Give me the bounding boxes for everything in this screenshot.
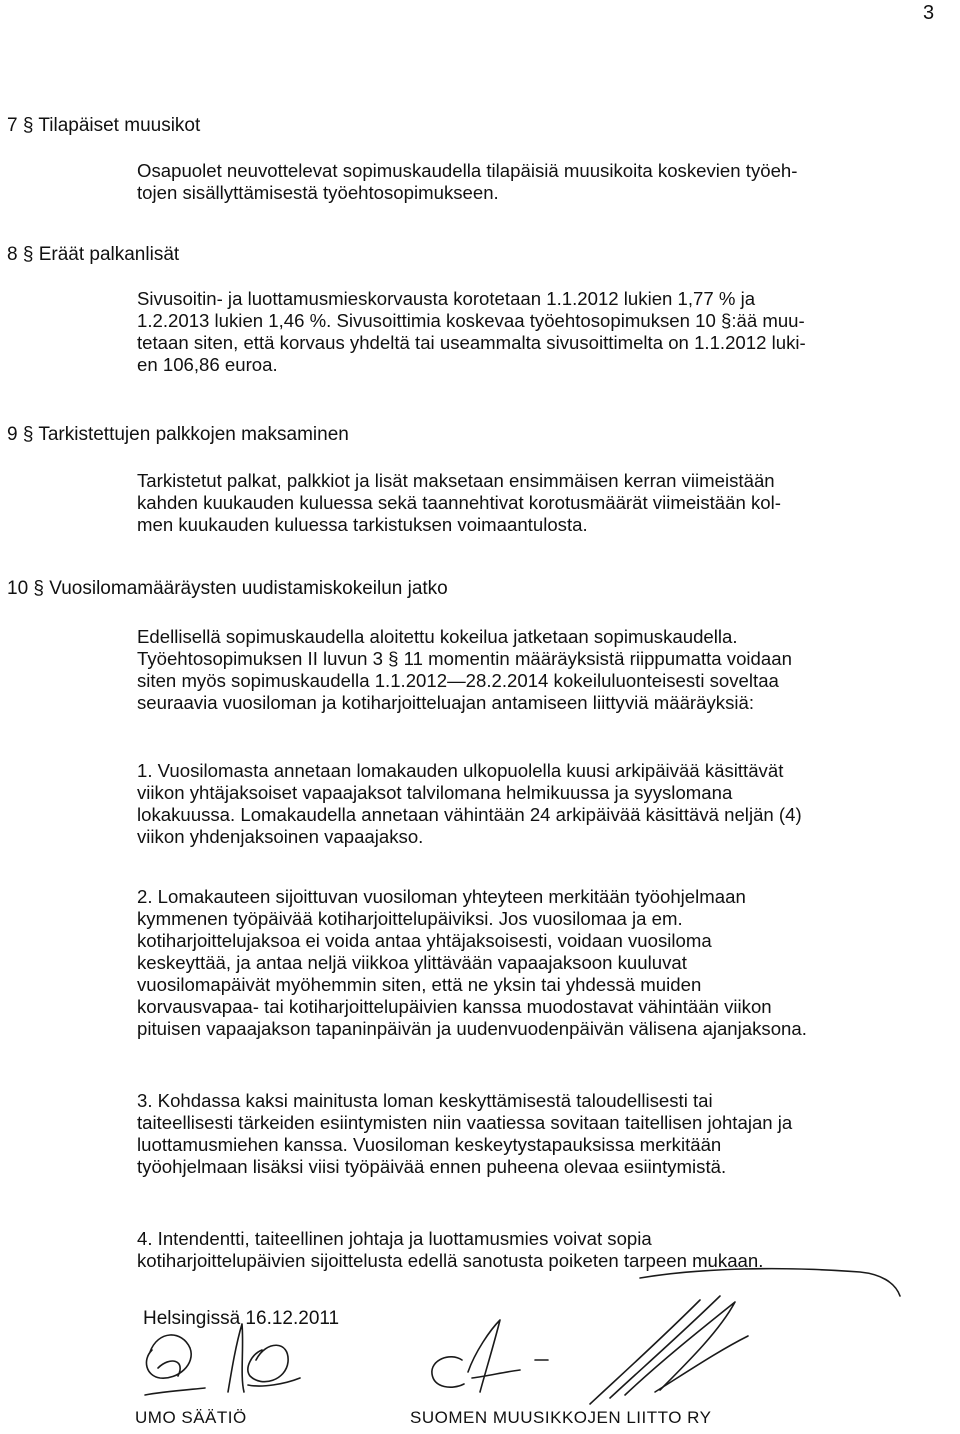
text-line: men kuukauden kuluessa tarkistuksen voimaantulosta. — [137, 514, 588, 535]
signature-place-date: Helsingissä 16.12.2011 — [143, 1308, 340, 1329]
signature-right-party: SUOMEN MUUSIKKOJEN LIITTO RY — [410, 1408, 712, 1427]
text-line: en 106,86 euroa. — [137, 354, 278, 375]
text-line: 2. Lomakauteen sijoittuvan vuosiloman yhteyteen merkitään työohjelmaan — [137, 886, 746, 907]
section-7-heading: 7 § Tilapäiset muusikot — [7, 115, 201, 136]
text-line: keskeyttää, ja antaa neljä viikkoa ylittävään vapaajaksoon kuuluvat — [137, 952, 687, 973]
text-line: korvausvapaa- tai kotiharjoittelupäivien kanssa muodostavat vähintään viikon — [137, 996, 772, 1017]
text-line: tojen sisällyttämisestä työehtosopimukseen. — [137, 182, 499, 203]
text-line: 4. Intendentti, taiteellinen johtaja ja luottamusmies voivat sopia — [137, 1228, 652, 1249]
text-line: tetaan siten, että korvaus yhdeltä tai useammalta sivusoittimelta on 1.1.2012 luki- — [137, 332, 806, 353]
page-number: 3 — [923, 2, 935, 24]
signature-left-party: UMO SÄÄTIÖ — [135, 1408, 247, 1427]
text-line: kotiharjoittelujaksoa ei voida antaa yhtäjaksoisesti, voidaan vuosiloma — [137, 930, 712, 951]
section-9-heading: 9 § Tarkistettujen palkkojen maksaminen — [7, 424, 349, 445]
text-line: luottamusmiehen kanssa. Vuosiloman keskeytystapauksissa merkitään — [137, 1134, 722, 1155]
text-line: 1. Vuosilomasta annetaan lomakauden ulkopuolella kuusi arkipäivää käsittävät — [137, 760, 784, 781]
text-line: 1.2.2013 lukien 1,46 %. Sivusoittimia koskevaa työehtosopimuksen 10 §:ää muu- — [137, 310, 805, 331]
text-line: taiteellisesti tärkeiden esiintymisten niin vaatiessa sovitaan taitellisen johtajan ja — [137, 1112, 793, 1133]
text-line: vuosilomapäivät myöhemmin siten, että ne yksin tai yhdessä muiden — [137, 974, 702, 995]
text-line: Sivusoitin- ja luottamusmieskorvausta korotetaan 1.1.2012 lukien 1,77 % ja — [137, 288, 756, 309]
text-line: Edellisellä sopimuskaudella aloitettu kokeilua jatketaan sopimuskaudella. — [137, 626, 738, 647]
text-line: Työehtosopimuksen II luvun 3 § 11 momentin määräyksistä riippumatta voidaan — [137, 648, 792, 669]
text-line: kymmenen työpäivää kotiharjoittelupäiviksi. Jos vuosilomaa ja em. — [137, 908, 683, 929]
text-line: lokakuussa. Lomakaudella annetaan vähintään 24 arkipäivää käsittävä neljän (4) — [137, 804, 802, 825]
text-line: 3. Kohdassa kaksi mainitusta loman keskyttämisestä taloudellisesti tai — [137, 1090, 713, 1111]
text-line: viikon yhdenjaksoinen vapaajakso. — [137, 826, 424, 847]
text-line: kahden kuukauden kuluessa sekä taannehtivat korotusmäärät viimeistään kol- — [137, 492, 781, 513]
text-line: viikon yhtäjaksoiset vapaajaksot talvilomana helmikuussa ja syyslomana — [137, 782, 733, 803]
text-line: siten myös sopimuskaudella 1.1.2012—28.2.2014 kokeiluluonteisesti soveltaa — [137, 670, 779, 691]
text-line: työohjelmaan lisäksi viisi työpäivää ennen puheena olevaa esiintymistä. — [137, 1156, 727, 1177]
text-line: kotiharjoittelupäivien sijoittelusta edellä sanotusta poiketen tarpeen mukaan. — [137, 1250, 764, 1271]
text-line: Osapuolet neuvottelevat sopimuskaudella tilapäisiä muusikoita koskevien työeh- — [137, 160, 798, 181]
text-line: pituisen vapaajakson tapaninpäivän ja uudenvuodenpäivän välisena ajanjaksona. — [137, 1018, 807, 1039]
text-line: seuraavia vuosiloman ja kotiharjoitteluajan antamiseen liittyviä määräyksiä: — [137, 692, 754, 713]
section-10-heading: 10 § Vuosilomamääräysten uudistamiskokeilun jatko — [7, 578, 448, 599]
section-8-heading: 8 § Eräät palkanlisät — [7, 244, 180, 265]
text-line: Tarkistetut palkat, palkkiot ja lisät maksetaan ensimmäisen kerran viimeistään — [137, 470, 775, 491]
